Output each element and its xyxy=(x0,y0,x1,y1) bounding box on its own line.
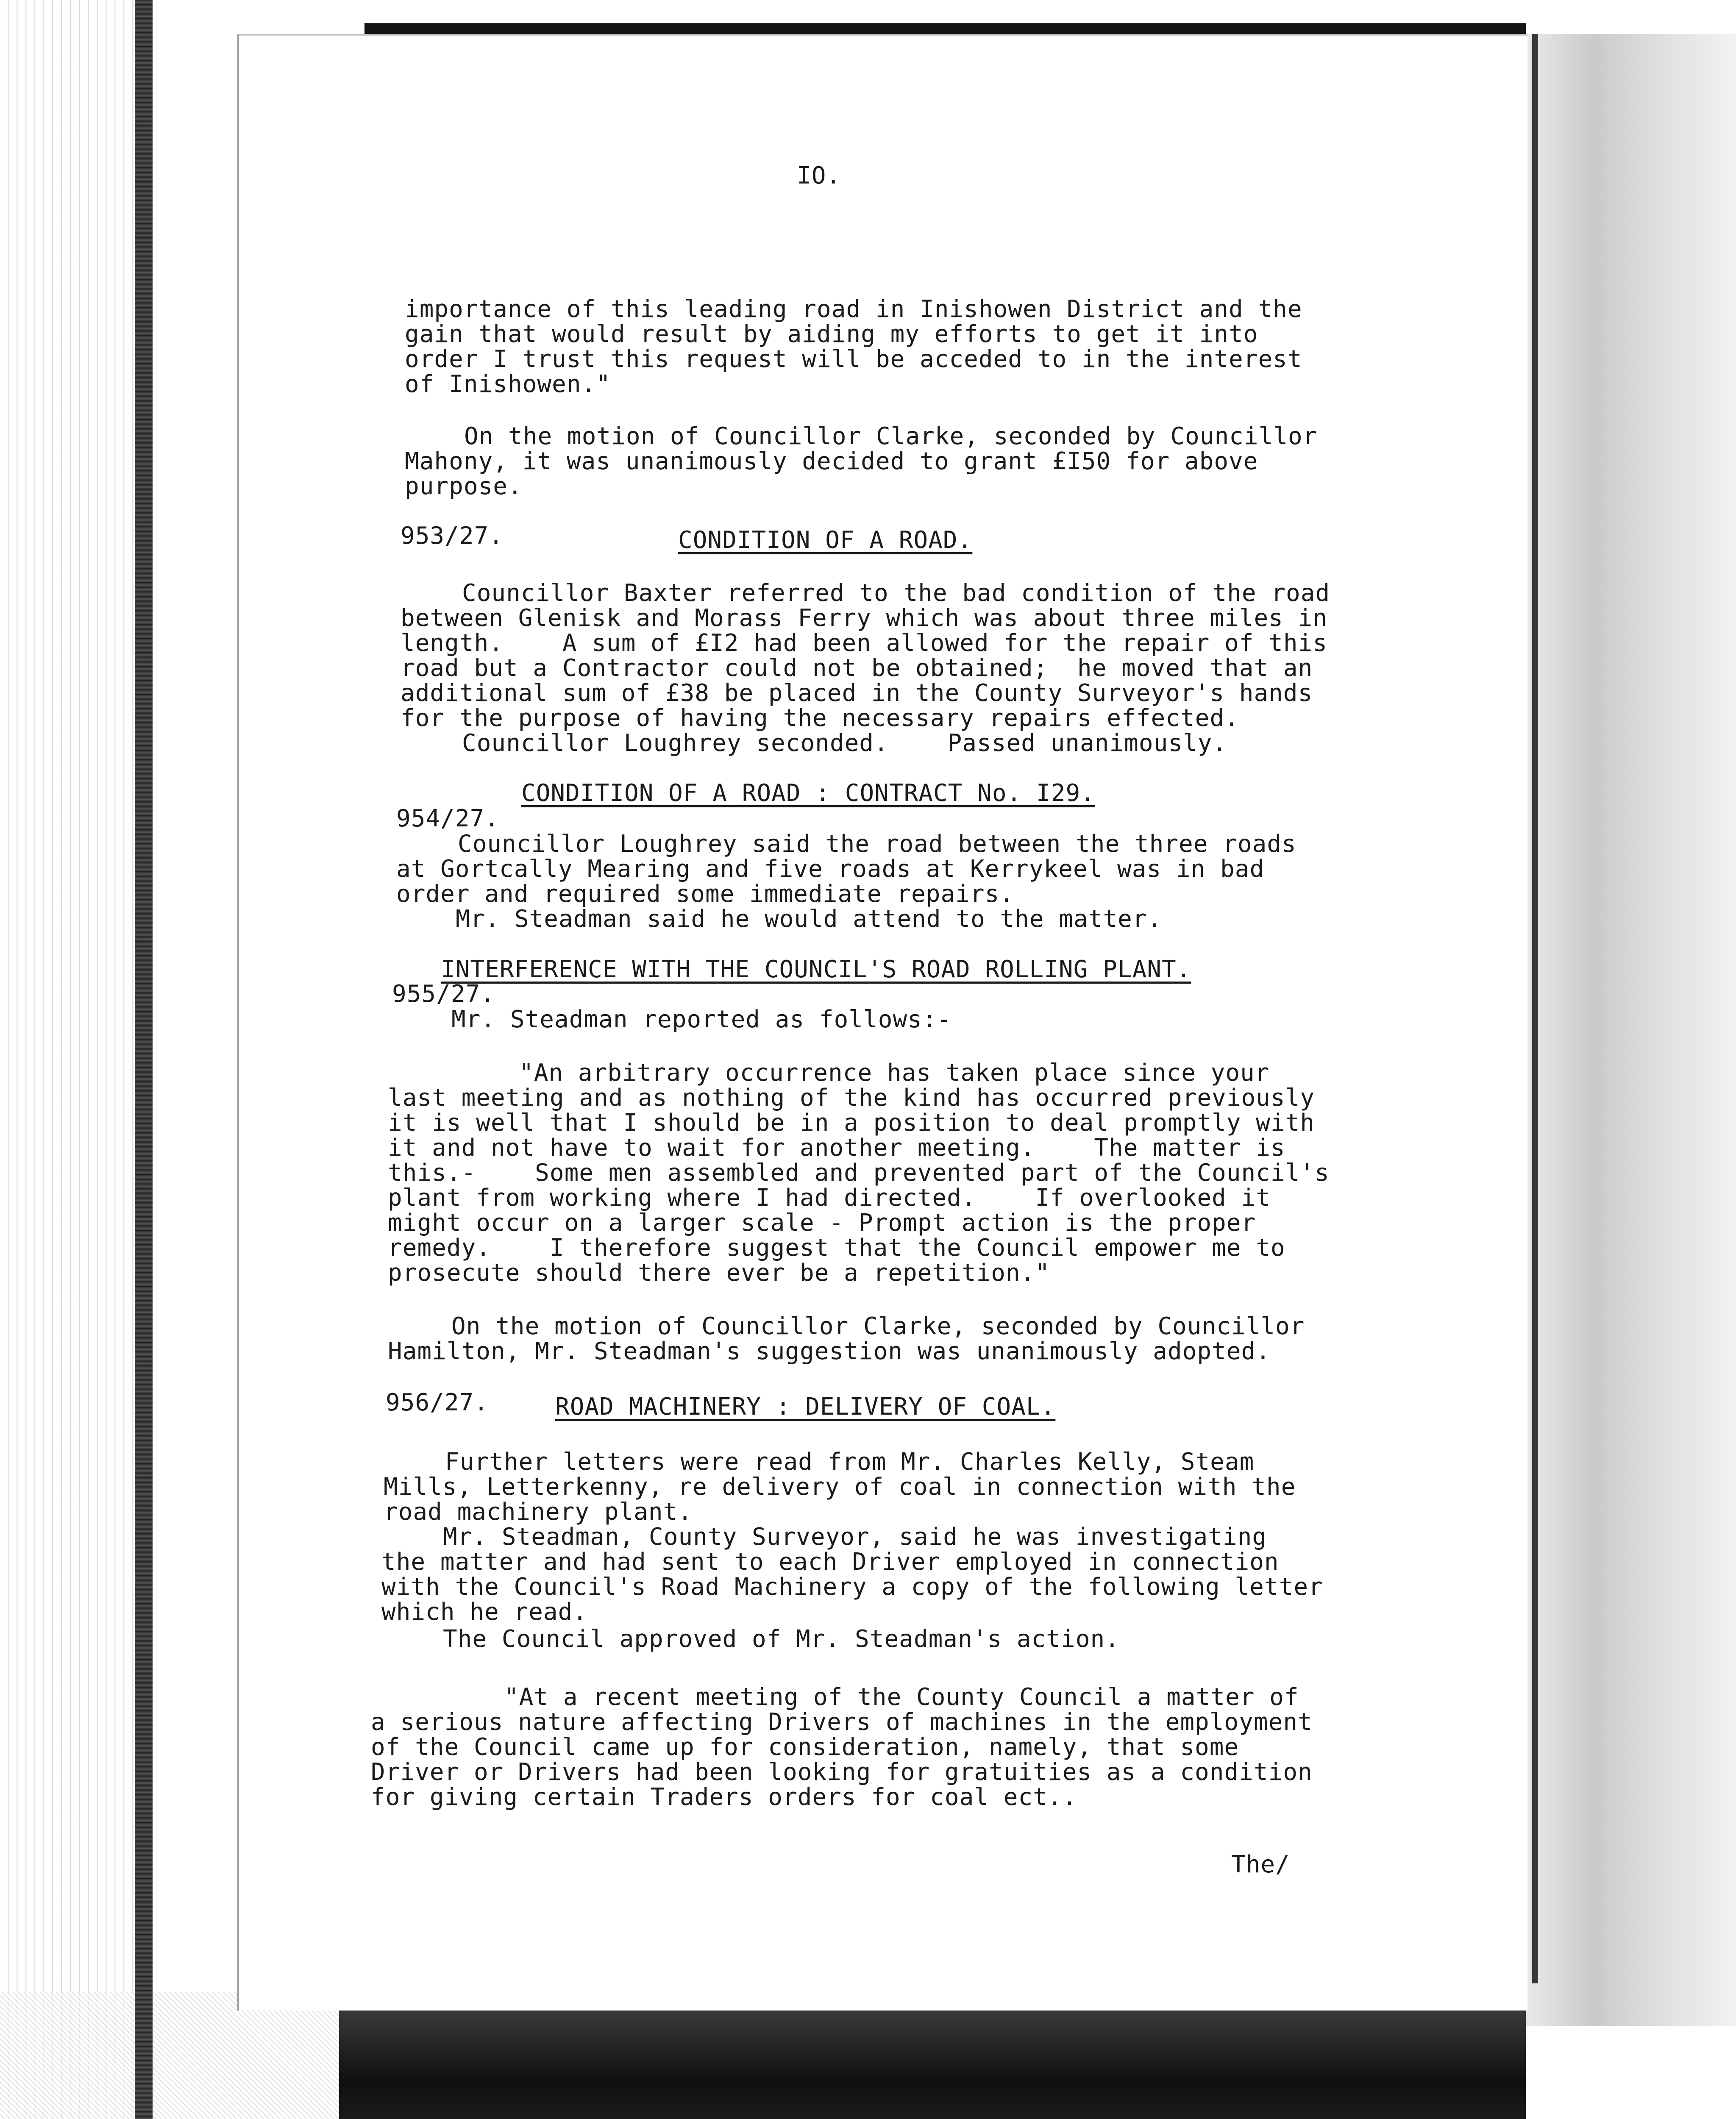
paragraph-line: which he read. xyxy=(381,1598,588,1626)
quoted-line: might occur on a larger scale - Prompt action is the proper xyxy=(388,1209,1256,1237)
quoted-line: "An arbitrary occurrence has taken place since your xyxy=(519,1059,1270,1087)
minute-number: 954/27. xyxy=(396,805,500,832)
scan-binding-spine xyxy=(135,0,153,2119)
paragraph-line: On the motion of Councillor Clarke, seconded by Councillor xyxy=(464,423,1318,450)
section-heading: CONDITION OF A ROAD. xyxy=(678,526,973,554)
page-number: IO. xyxy=(797,162,841,189)
paragraph-line: Mr. Steadman, County Surveyor, said he was investigating xyxy=(443,1523,1267,1551)
minute-number: 955/27. xyxy=(392,980,495,1008)
scan-right-edge xyxy=(1517,34,1736,2026)
paragraph-line: between Glenisk and Morass Ferry which was about three miles in xyxy=(401,604,1328,632)
paragraph-line: length. A sum of £I2 had been allowed for the repair of this xyxy=(401,629,1328,657)
minute-number: 956/27. xyxy=(386,1389,489,1416)
quoted-line: plant from working where I had directed. If overlooked it xyxy=(388,1184,1271,1212)
paragraph-line: Mahony, it was unanimously decided to grant £I50 for above xyxy=(405,448,1258,475)
paragraph-line: gain that would result by aiding my efforts to get it into xyxy=(405,320,1258,348)
paragraph-line: Mr. Steadman reported as follows:- xyxy=(451,1006,952,1033)
paragraph-line: Councillor Baxter referred to the bad condition of the road xyxy=(462,579,1330,607)
scan-bottom-border xyxy=(339,2009,1526,2119)
quoted-line: Driver or Drivers had been looking for gratuities as a condition xyxy=(371,1758,1313,1786)
quoted-line: a serious nature affecting Drivers of machines in the employment xyxy=(371,1708,1313,1736)
quoted-line: "At a recent meeting of the County Council a matter of xyxy=(504,1683,1299,1711)
quoted-line: for giving certain Traders orders for coal ect.. xyxy=(371,1783,1077,1811)
paragraph-line: On the motion of Councillor Clarke, seconded by Councillor xyxy=(451,1313,1305,1340)
paragraph-line: The Council approved of Mr. Steadman's action. xyxy=(443,1625,1120,1653)
scan-right-rule xyxy=(1532,34,1538,1983)
paragraph-line: additional sum of £38 be placed in the County Surveyor's hands xyxy=(401,679,1313,707)
catchword: The/ xyxy=(1231,1851,1290,1878)
paragraph-line: with the Council's Road Machinery a copy of the following letter xyxy=(381,1573,1323,1601)
quoted-line: this.- Some men assembled and prevented part of the Council's xyxy=(388,1159,1330,1187)
paragraph-line: Further letters were read from Mr. Charles Kelly, Steam xyxy=(445,1448,1255,1476)
paragraph-line: purpose. xyxy=(405,473,523,500)
paragraph-line: Councillor Loughrey seconded. Passed unanimously. xyxy=(462,729,1227,757)
minute-number: 953/27. xyxy=(401,522,504,550)
paragraph-line: Mr. Steadman said he would attend to the matter. xyxy=(456,905,1162,933)
paragraph-line: for the purpose of having the necessary repairs effected. xyxy=(401,704,1239,732)
quoted-line: it and not have to wait for another meeting. The matter is xyxy=(388,1134,1285,1162)
quoted-line: of the Council came up for consideration, namely, that some xyxy=(371,1733,1239,1761)
section-heading: CONDITION OF A ROAD : CONTRACT No. I29. xyxy=(521,779,1095,807)
scan-bottom-left-edge xyxy=(0,1992,339,2119)
paragraph-line: road but a Contractor could not be obtained; he moved that an xyxy=(401,654,1313,682)
scan-left-edge xyxy=(0,0,140,2119)
section-heading: ROAD MACHINERY : DELIVERY OF COAL. xyxy=(555,1393,1056,1421)
paragraph-line: road machinery plant. xyxy=(384,1498,693,1526)
quoted-line: remedy. I therefore suggest that the Council empower me to xyxy=(388,1234,1285,1262)
quoted-line: prosecute should there ever be a repetition." xyxy=(388,1259,1050,1287)
paragraph-line: of Inishowen." xyxy=(405,370,611,398)
paragraph-line: the matter and had sent to each Driver employed in connection xyxy=(381,1548,1279,1576)
scan-top-border xyxy=(364,23,1526,35)
paragraph-line: order I trust this request will be acceded to in the interest xyxy=(405,345,1302,373)
paragraph-line: order and required some immediate repairs. xyxy=(396,880,1015,908)
paragraph-line: importance of this leading road in Inishowen District and the xyxy=(405,295,1302,323)
paragraph-line: Mills, Letterkenny, re delivery of coal in connection with the xyxy=(384,1473,1296,1501)
quoted-line: it is well that I should be in a position to deal promptly with xyxy=(388,1109,1315,1137)
paragraph-line: Hamilton, Mr. Steadman's suggestion was unanimously adopted. xyxy=(388,1338,1271,1365)
paragraph-line: at Gortcally Mearing and five roads at Kerrykeel was in bad xyxy=(396,855,1265,883)
quoted-line: last meeting and as nothing of the kind has occurred previously xyxy=(388,1084,1315,1112)
paragraph-line: Councillor Loughrey said the road between the three roads xyxy=(458,830,1296,858)
section-heading: INTERFERENCE WITH THE COUNCIL'S ROAD ROLLING PLANT. xyxy=(441,956,1191,983)
